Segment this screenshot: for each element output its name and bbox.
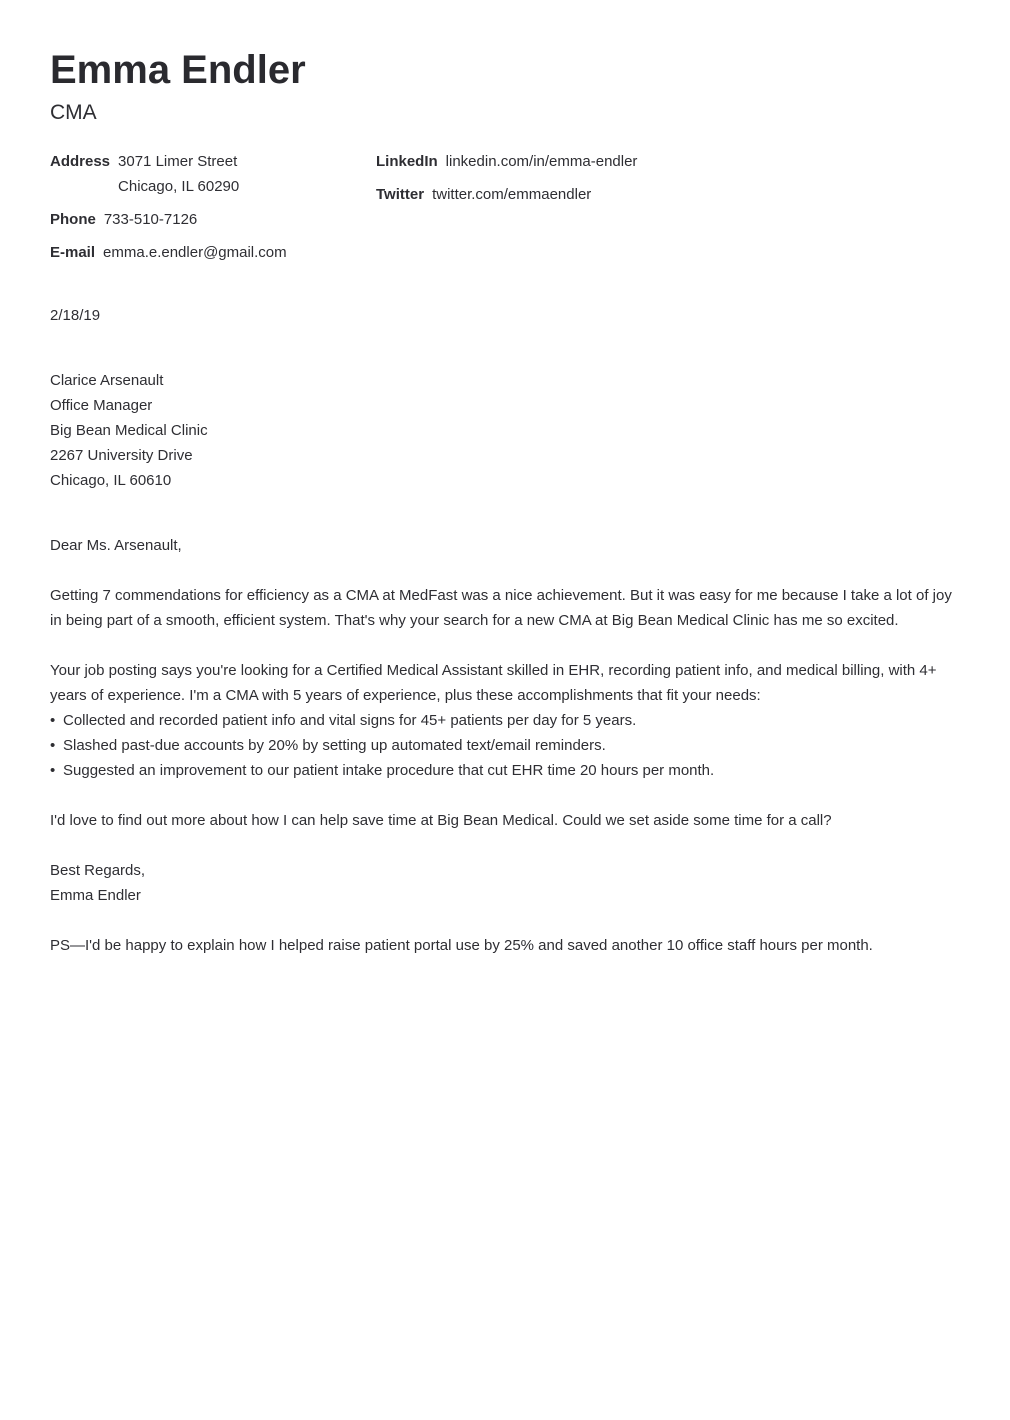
address-label: Address [50, 153, 111, 170]
linkedin-value: linkedin.com/in/emma-endler [445, 153, 638, 170]
postscript: PS—I'd be happy to explain how I helped raise patient portal use by 25% and saved another 10 office staff hours per month. [50, 937, 873, 954]
address-line1: 3071 Limer Street [118, 153, 238, 170]
email-value: emma.e.endler@gmail.com [103, 244, 287, 261]
phone-label: Phone [50, 211, 96, 228]
closing: Best Regards, [50, 862, 146, 879]
list-item: • Collected and recorded patient info and vital signs for 45+ patients per day for 5 years. [50, 708, 955, 733]
twitter-value: twitter.com/emmaendler [432, 186, 592, 203]
contact-info [50, 149, 960, 273]
list-item: • Suggested an improvement to our patient intake procedure that cut EHR time 20 hours per month. [50, 758, 955, 783]
email-row [50, 240, 376, 265]
recipient-company: Big Bean Medical Clinic [50, 422, 208, 439]
recipient-block [50, 368, 960, 493]
address-value [118, 149, 239, 199]
recipient-street: 2267 University Drive [50, 447, 193, 464]
recipient-name: Clarice Arsenault [50, 372, 164, 389]
twitter-row [376, 182, 960, 207]
list-item: • Slashed past-due accounts by 20% by setting up automated text/email reminders. [50, 733, 955, 758]
qualifications-text: Your job posting says you're looking for a Certified Medical Assistant skilled in EHR, recording patient info, and medical billing, with 4+ years of experience. I'm a CMA with 5 years of experience, plus these accomplishments that fit your needs: [50, 662, 937, 704]
letter-date: 2/18/19 [50, 307, 101, 324]
recipient-city: Chicago, IL 60610 [50, 472, 172, 489]
recipient-position: Office Manager [50, 397, 153, 414]
address-row [50, 149, 376, 199]
phone-row [50, 207, 376, 232]
twitter-label: Twitter [376, 186, 425, 203]
paragraph-qualifications [50, 658, 955, 783]
signature: Emma Endler [50, 887, 141, 904]
contact-column-right [376, 149, 960, 273]
paragraph-call-to-action: I'd love to find out more about how I can help save time at Big Bean Medical. Could we set aside some time for a call? [50, 812, 832, 829]
linkedin-label: LinkedIn [376, 153, 438, 170]
contact-column-left [50, 149, 376, 273]
linkedin-row [376, 149, 960, 174]
salutation: Dear Ms. Arsenault, [50, 537, 182, 554]
email-label: E-mail [50, 244, 96, 261]
applicant-name: Emma Endler [50, 48, 306, 92]
paragraph-intro: Getting 7 commendations for efficiency as a CMA at MedFast was a nice achievement. But it was easy for me because I take a lot of joy in being part of a smooth, efficient system. That's why your search for a new CMA at Big Bean Medical Clinic has me so excited. [50, 587, 952, 629]
applicant-title: CMA [50, 101, 97, 124]
closing-block [50, 858, 955, 908]
address-line2: Chicago, IL 60290 [118, 178, 240, 195]
phone-value: 733-510-7126 [103, 211, 198, 228]
accomplishment-list [50, 708, 955, 783]
